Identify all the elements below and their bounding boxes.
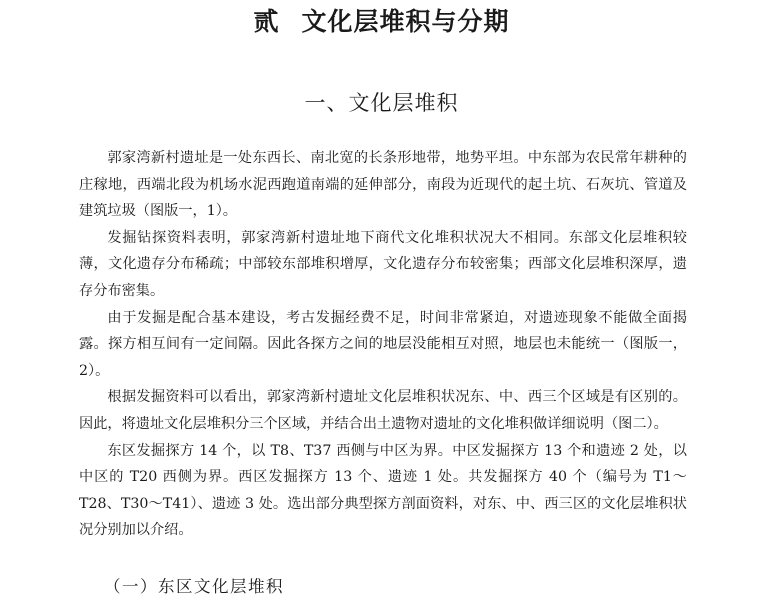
- paragraph: 根据发掘资料可以看出，郭家湾新村遗址文化层堆积状况东、中、西三个区域是有区别的。因此，将遗址文化层堆积分三个区域，并结合出土遗物对遗址的文化堆积做详细说明（图二）。: [79, 389, 687, 432]
- section-title: 一、文化层堆积: [304, 91, 459, 115]
- chapter-number: 贰: [253, 7, 280, 36]
- paragraph: 郭家湾新村遗址是一处东西长、南北宽的长条形地带，地势平坦。中东部为农民常年耕种的庄稼地，西端北段为机场水泥西跑道南端的延伸部分，南段为近现代的起土坑、石灰坑、管道及建筑垃圾（图版一，1）。: [79, 150, 687, 220]
- subsection-title: （一）东区文化层堆积: [104, 577, 284, 596]
- chapter-title: [0, 4, 763, 40]
- body-text: [79, 145, 687, 544]
- paragraph: 发掘钻探资料表明，郭家湾新村遗址地下商代文化堆积状况大不相同。东部文化层堆积较薄，文化遗存分布稀疏；中部较东部堆积增厚，文化遗存分布较密集；西部文化层堆积深厚，遗存分布密集。: [79, 229, 687, 299]
- paragraph: 东区发掘探方 14 个，以 T8、T37 西侧与中区为界。中区发掘探方 13 个和遗迹 2 处，以中区的 T20 西侧为界。西区发掘探方 13 个、遗迹 1 处。共发掘探方 40 个（编号为 T1～T28、T30～T41）、遗迹 3 处。选出部分典型探方剖面资料，对东、中、西三区的文化层堆积状况分别加以介绍。: [79, 442, 687, 539]
- chapter-title-text: 文化层堆积与分期: [301, 7, 510, 36]
- paragraph: 由于发掘是配合基本建设，考古发掘经费不足，时间非常紧迫，对遗迹现象不能做全面揭露。探方相互间有一定间隔。因此各探方之间的地层没能相互对照，地层也未能统一（图版一，2）。: [79, 309, 687, 379]
